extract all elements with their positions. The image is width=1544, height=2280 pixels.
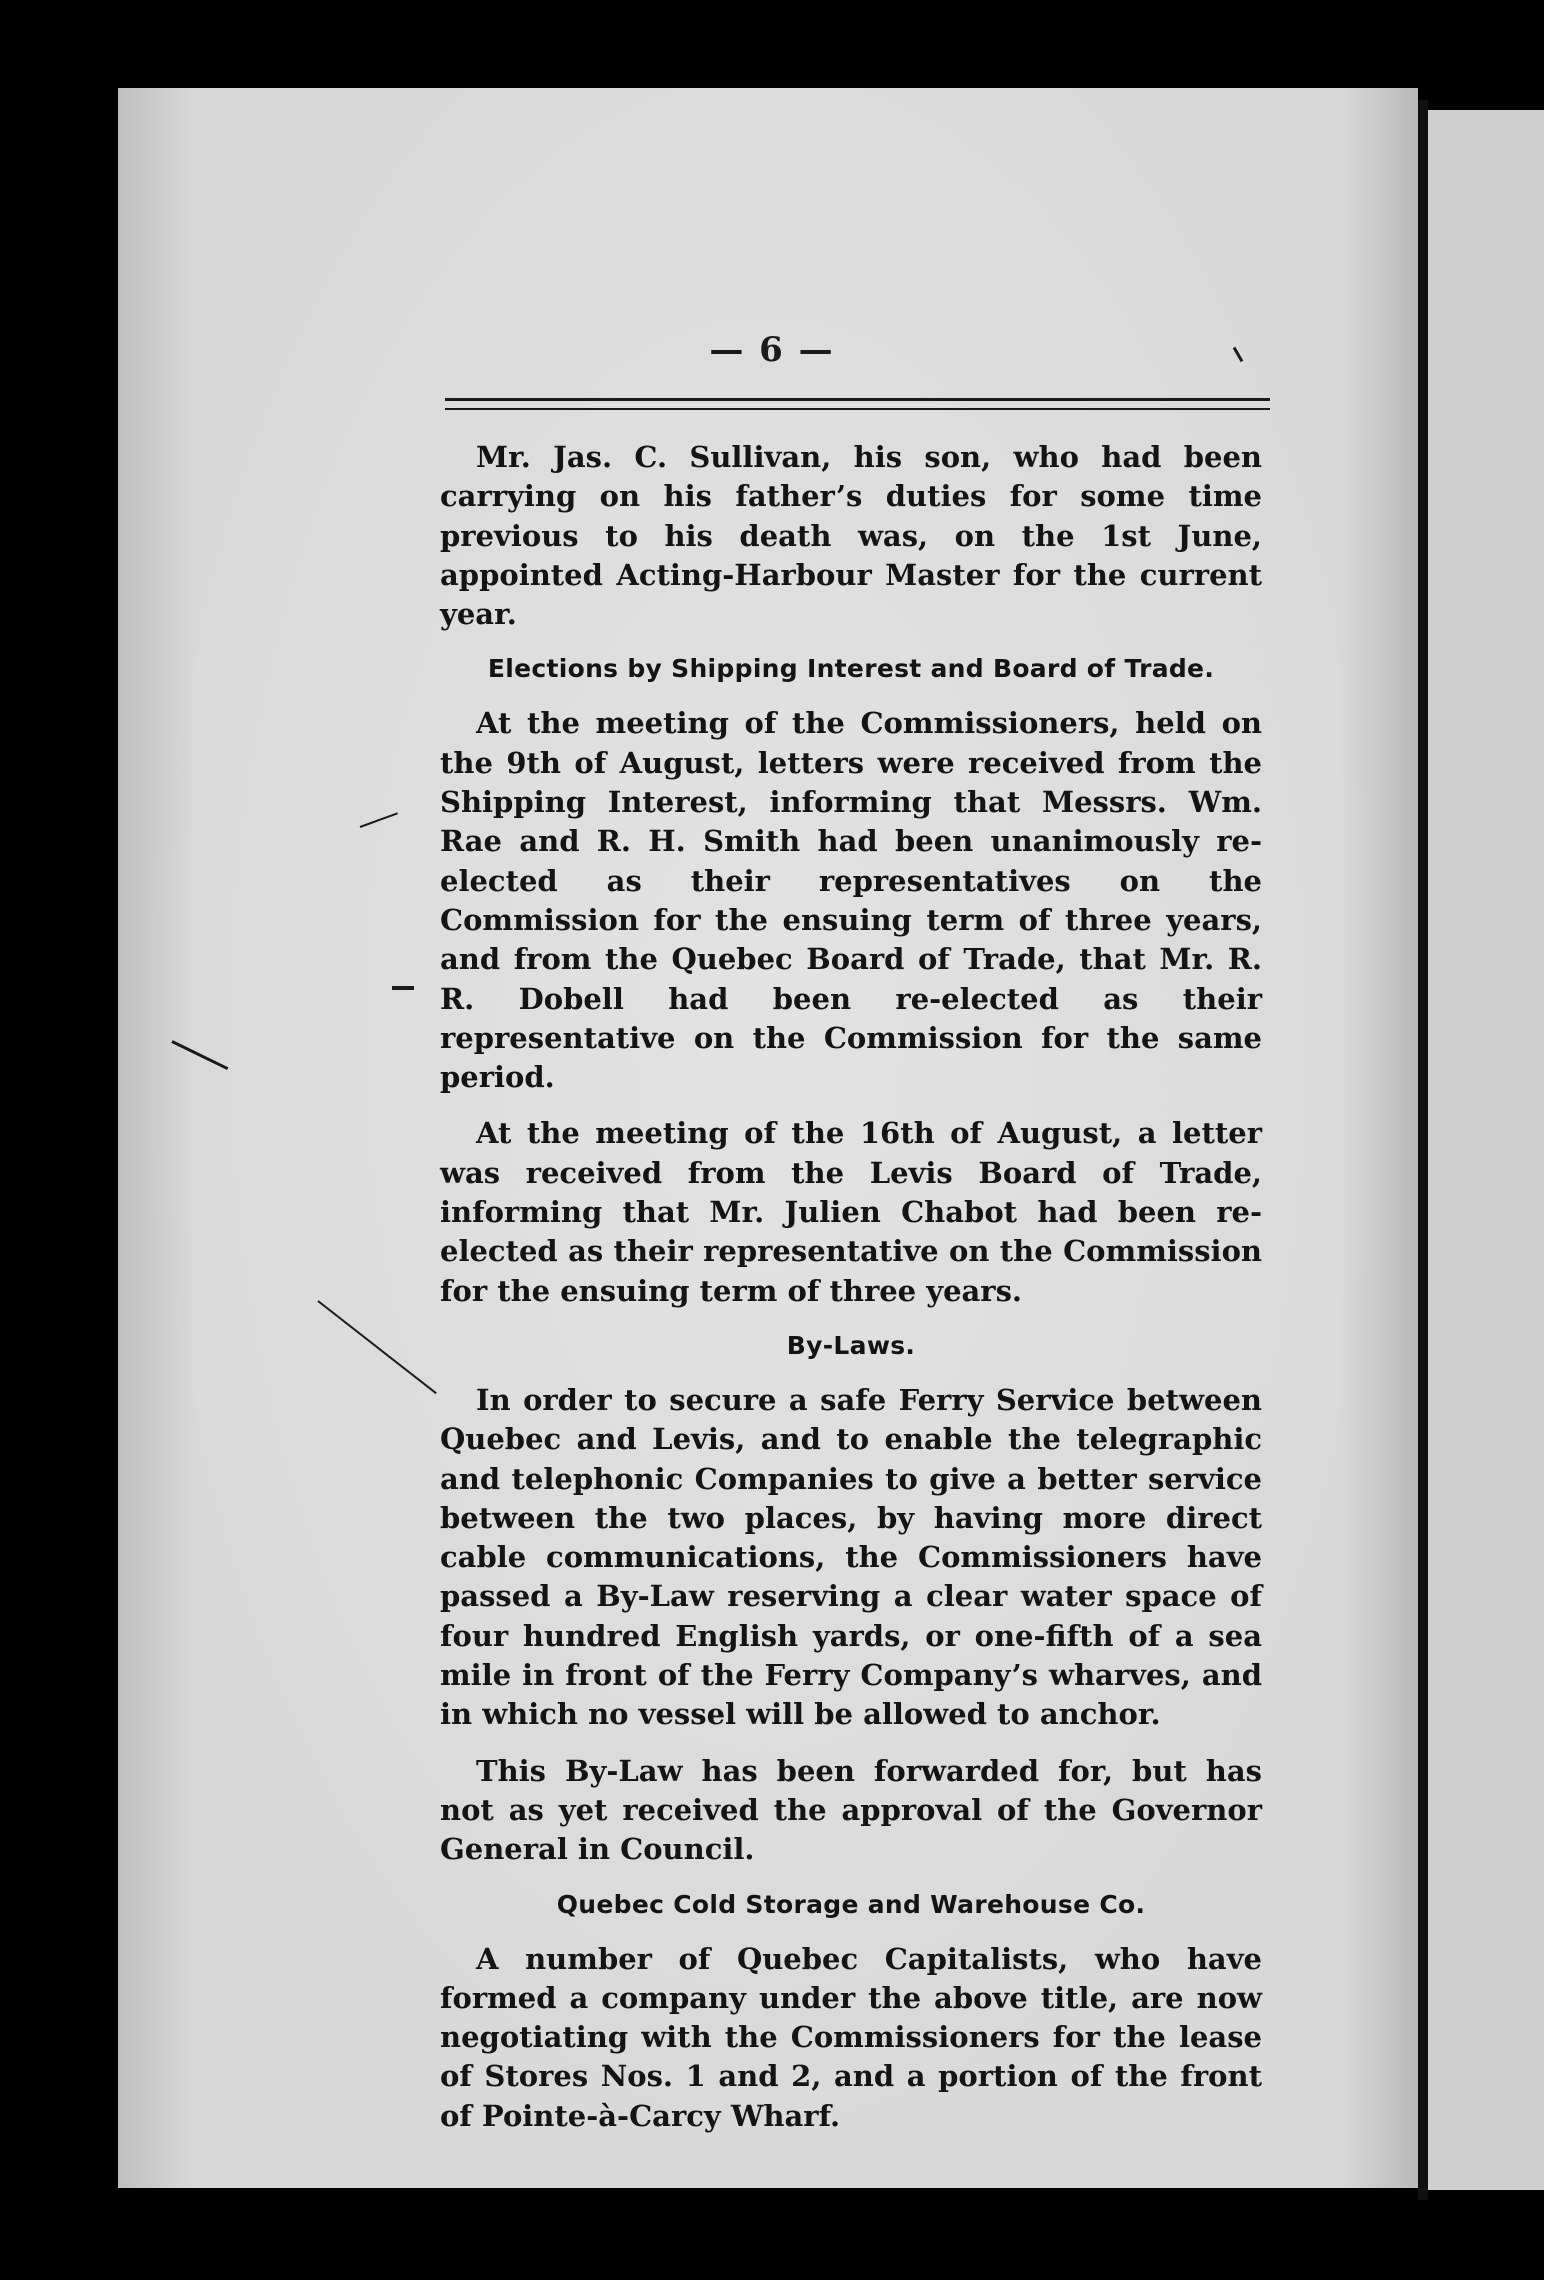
paragraph-levis-board: At the meeting of the 16th of August, a letter was received from the Levis Board of Trade, informing that Mr. Julien Chabot had been re-elected as their representative on the Commission for the ensuing term of three years. [440, 1116, 1262, 1308]
heading-by-laws: By-Laws. [786, 1330, 916, 1360]
adjacent-page-edge [1428, 110, 1544, 2190]
document-body [440, 438, 1262, 2153]
paragraph-sullivan: Mr. Jas. C. Sullivan, his son, who had been carrying on his father’s duties for some time previous to his death was, on the 1st June, appointed Acting-Harbour Master for the current year. [440, 440, 1262, 632]
heading-elections: Elections by Shipping Interest and Board of Trade. [487, 654, 1215, 684]
page-gutter [1418, 100, 1428, 2200]
paragraph-ferry-service: In order to secure a safe Ferry Service between Quebec and Levis, and to enable the telegraphic and telephonic Companies to give a better service between the two places, by having more direct cable communications, the Commissioners have passed a By-Law reserving a clear water space of four hundred English yards, or one-fifth of a sea mile in front of the Ferry Company’s wharves, and in which no vessel will be allowed to anchor. [440, 1382, 1262, 1732]
heading-cold-storage: Quebec Cold Storage and Warehouse Co. [556, 1889, 1146, 1919]
paragraph-by-law-approval: This By-Law has been forwarded for, but has not as yet received the approval of the Governor General in Council. [440, 1753, 1262, 1867]
paragraph-commissioners-meeting: At the meeting of the Commissioners, held on the 9th of August, letters were received from the Shipping Interest, informing that Messrs. Wm. Rae and R. H. Smith had been unanimously re-elected as their representatives on the Commission for the ensuing term of three years, and from the Quebec Board of Trade, that Mr. R. R. Dobell had been re-elected as their representative on the Commission for the same period. [440, 706, 1262, 1095]
paragraph-capitalists: A number of Quebec Capitalists, who have formed a company under the above title, are now negotiating with the Commissioners for the lease of Stores Nos. 1 and 2, and a portion of the front of Pointe-à-Carcy Wharf. [440, 1941, 1262, 2133]
header-rule [445, 398, 1270, 410]
margin-pen-mark [392, 986, 414, 990]
page-number: — 6 — [709, 330, 835, 370]
